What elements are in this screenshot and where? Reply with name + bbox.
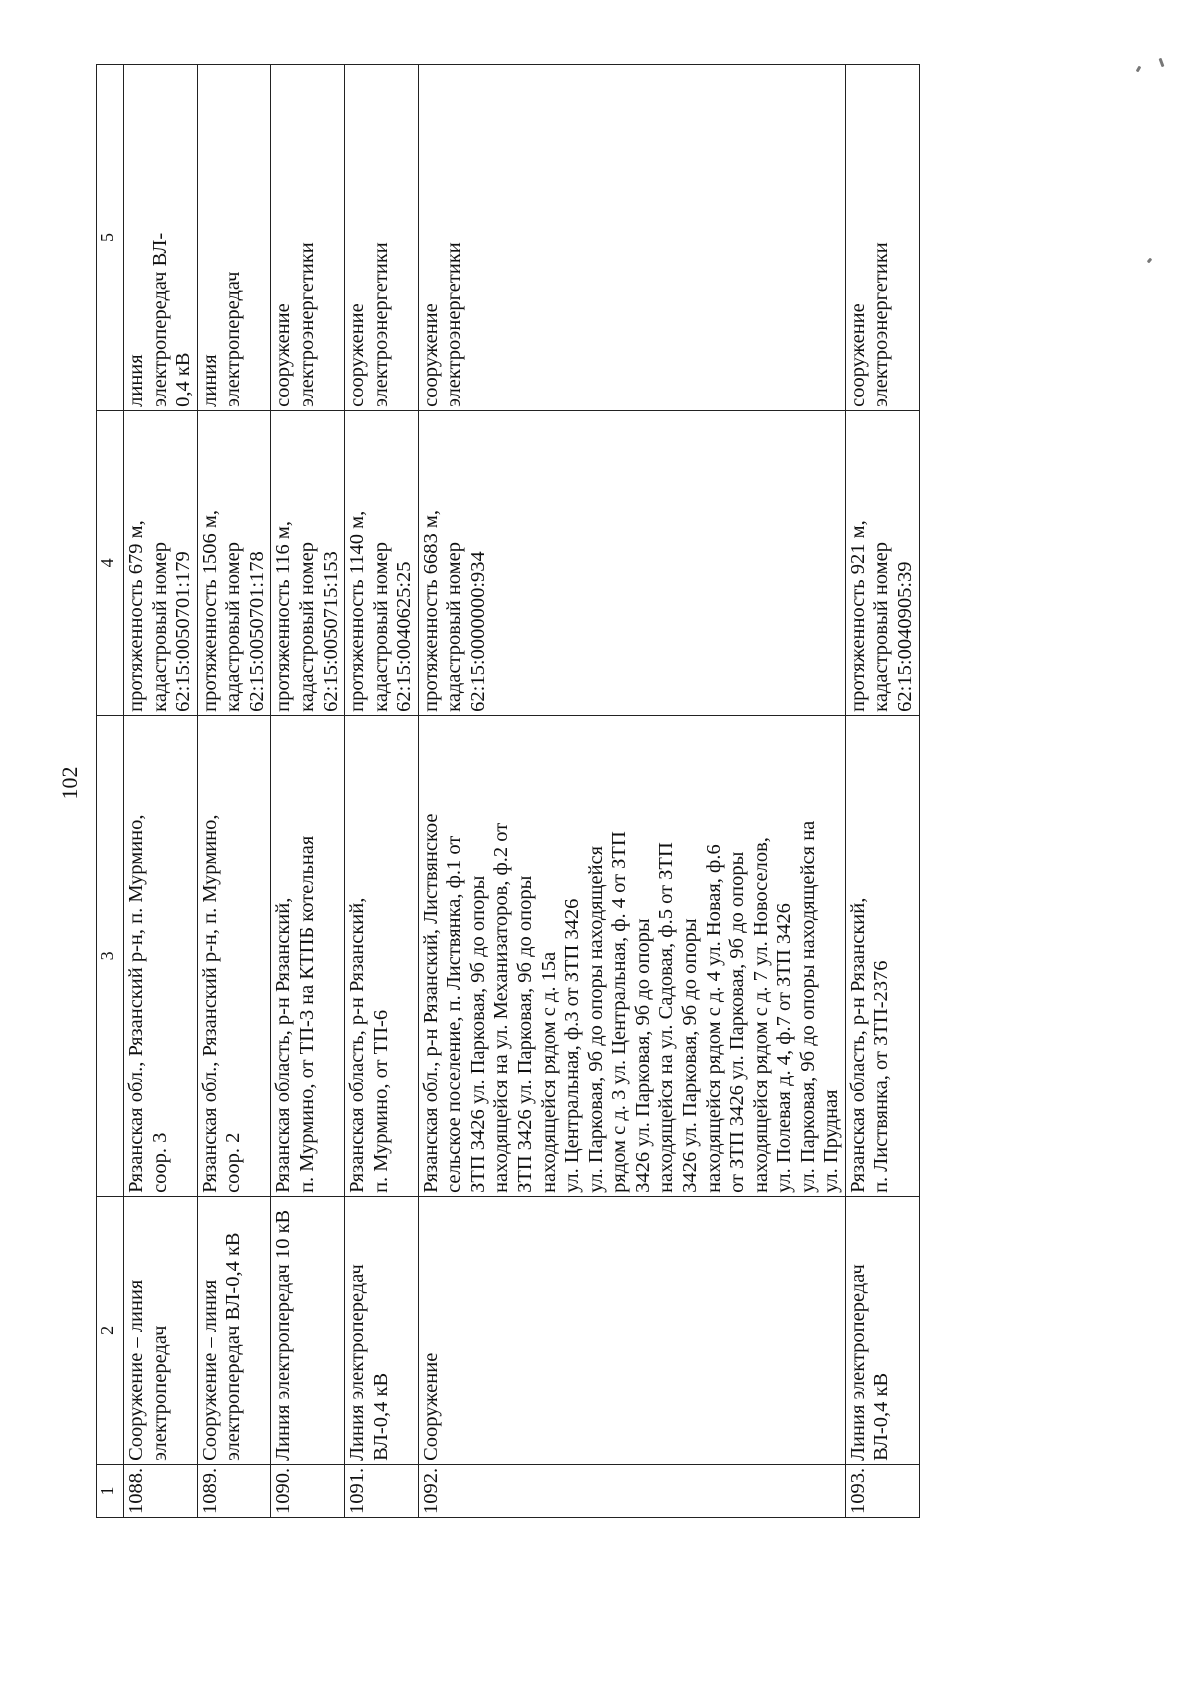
cell-text-line: ул. Парковая, 9б до опоры находящейся [584,845,607,1193]
cell-text-line: протяженность 679 м, [125,520,147,712]
cell-text-line: кадастровый номер [148,542,171,712]
characteristics-cell [418,410,845,715]
address-cell [124,715,198,1196]
cell-text-line: сооружение [419,303,442,407]
page-number: 102 [57,766,82,800]
cell-text-line: протяженность 921 м, [846,520,869,712]
cell-text-line: Линия электропередач [346,1264,369,1461]
cell-text-line: ул. Полевая д. 4, ф.7 от ЗТП 3426 [773,903,796,1193]
cell-text-line: электропередач [222,271,245,407]
cell-text-line: Рязанская область, р-н Рязанский, [846,897,869,1193]
cell-text-line: ВЛ-0,4 кВ [870,1372,893,1461]
purpose-cell [845,65,919,411]
cell-text-line: 3426 ул. Парковая, 9б до опоры [631,918,654,1193]
cell-text-line: 62:15:0050701:179 [172,551,195,712]
column-header: 1 [97,1464,124,1517]
characteristics-cell [124,410,198,715]
cell-text-line: Линия электропередач [846,1264,869,1461]
table-row [418,65,845,1518]
cell-text-line: электроэнергетики [369,242,392,407]
purpose-cell [124,65,198,411]
cell-text-line: кадастровый номер [369,542,392,712]
address-cell [345,715,419,1196]
cell-text-line: рядом с д. 3 ул. Центральная, ф. 4 от ЗТП [608,831,631,1193]
scan-speck [1159,58,1165,67]
object-name-cell [124,1196,198,1464]
column-number-header-row [97,65,124,1518]
cell-text-line: Сооружение – линия [198,1279,221,1461]
cell-text-line: Рязанская обл., Рязанский р-н, п. Мурмино, [198,814,221,1193]
purpose-cell [418,65,845,411]
cell-text-line: п. Листвянка, от ЗТП-2376 [870,960,893,1193]
cell-text-line: 3426 ул. Парковая, 9б до опоры [678,918,701,1193]
cell-text-line: ЗТП 3426 ул. Парковая, 9б до опоры [514,875,536,1193]
column-header: 4 [97,410,124,715]
cell-text-line: п. Мурмино, от ТП-6 [369,1009,392,1193]
object-name-cell [197,1196,271,1464]
row-number-cell: 1089. [197,1464,271,1517]
cell-text-line: электроэнергетики [443,242,466,407]
cell-text-line: находящейся на ул. Механизаторов, ф.2 от [490,822,513,1193]
register-table-container [96,64,1038,1518]
table-row [345,65,419,1518]
table-body [97,65,920,1518]
scan-speck [1136,66,1142,73]
cell-text-line: электроэнергетики [870,242,893,407]
characteristics-cell [345,410,419,715]
address-cell [418,715,845,1196]
object-name-cell [418,1196,845,1464]
cell-text-line: Рязанская область, р-н Рязанский, [346,897,369,1193]
cell-text-line: Сооружение – линия [125,1279,147,1461]
cell-text-line: п. Мурмино, от ТП-3 на КТПБ котельная [295,835,318,1193]
row-number-cell: 1088. [124,1464,198,1517]
cell-text-line: протяженность 6683 м, [419,510,442,712]
cell-text-line: протяженность 116 м, [272,521,295,712]
cell-text-line: соор. 3 [148,1132,171,1193]
cell-text-line: Рязанская обл., Рязанский р-н, п. Мурмино, [125,814,147,1193]
cell-text-line: электроэнергетики [295,242,318,407]
cell-text-line: ул. Прудная [820,1089,843,1193]
table-row [124,65,198,1518]
scan-speck [1147,258,1153,264]
row-number-cell: 1091. [345,1464,419,1517]
row-number-cell: 1092. [418,1464,845,1517]
characteristics-cell [197,410,271,715]
cell-text-line: Рязанская область, р-н Рязанский, [272,897,295,1193]
cell-text-line: Рязанская обл., р-н Рязанский, Листвянское [419,813,442,1193]
cell-text-line: находящейся рядом с д. 4 ул. Новая, ф.6 [702,844,725,1193]
register-table [96,64,920,1518]
cell-text-line: кадастровый номер [443,542,466,712]
address-cell [197,715,271,1196]
cell-text-line: протяженность 1140 м, [346,510,369,712]
cell-text-line: протяженность 1506 м, [198,510,221,712]
cell-text-line: кадастровый номер [870,542,893,712]
cell-text-line: от ЗТП 3426 ул. Парковая, 9б до опоры [726,851,749,1193]
address-cell [271,715,345,1196]
table-row [845,65,919,1518]
cell-text-line: находящейся на ул. Садовая, ф.5 от ЗТП [655,842,678,1193]
object-name-cell [845,1196,919,1464]
cell-text-line: 62:15:0000000:934 [466,551,489,712]
table-row [197,65,271,1518]
cell-text-line: сооружение [272,303,295,407]
column-header: 2 [97,1196,124,1464]
row-number-cell: 1090. [271,1464,345,1517]
cell-text-line: 62:15:0040625:25 [393,561,416,712]
cell-text-line: 62:15:0050701:178 [245,551,268,712]
address-cell [845,715,919,1196]
purpose-cell [197,65,271,411]
cell-text-line: сооружение [846,303,869,407]
cell-text-line: кадастровый номер [222,542,245,712]
table-row [271,65,345,1518]
purpose-cell [345,65,419,411]
cell-text-line: 62:15:0040905:39 [894,561,916,712]
cell-text-line: сельское поселение, п. Листвянка, ф.1 от [443,835,466,1193]
object-name-cell [345,1196,419,1464]
cell-text-line: находящейся рядом с д. 15а [537,951,560,1193]
cell-text-line: электропередач ВЛ- [148,232,171,407]
cell-text-line: Линия электропередач 10 кВ [272,1209,295,1461]
cell-text-line: соор. 2 [222,1132,245,1193]
cell-text-line: сооружение [346,303,369,407]
object-name-cell [271,1196,345,1464]
cell-text-line: 62:15:0050715:153 [319,551,342,712]
characteristics-cell [271,410,345,715]
cell-text-line: линия [198,354,221,407]
characteristics-cell [845,410,919,715]
column-header: 5 [97,65,124,411]
row-number-cell: 1093. [845,1464,919,1517]
column-header: 3 [97,715,124,1196]
cell-text-line: электропередач [148,1325,171,1461]
cell-text-line: кадастровый номер [295,542,318,712]
purpose-cell [271,65,345,411]
cell-text-line: ул. Парковая, 9б до опоры находящейся на [796,820,819,1193]
cell-text-line: ул. Центральная, ф.3 от ЗТП 3426 [561,898,584,1193]
cell-text-line: 0,4 кВ [172,352,195,407]
cell-text-line: ЗТП 3426 ул. Парковая, 9б до опоры [466,875,489,1193]
cell-text-line: электропередач ВЛ-0,4 кВ [222,1232,245,1461]
cell-text-line: находящейся рядом с д. 7 ул. Новоселов, [749,837,772,1193]
cell-text-line: линия [125,354,147,407]
cell-text-line: ВЛ-0,4 кВ [369,1372,392,1461]
cell-text-line: Сооружение [419,1352,442,1461]
